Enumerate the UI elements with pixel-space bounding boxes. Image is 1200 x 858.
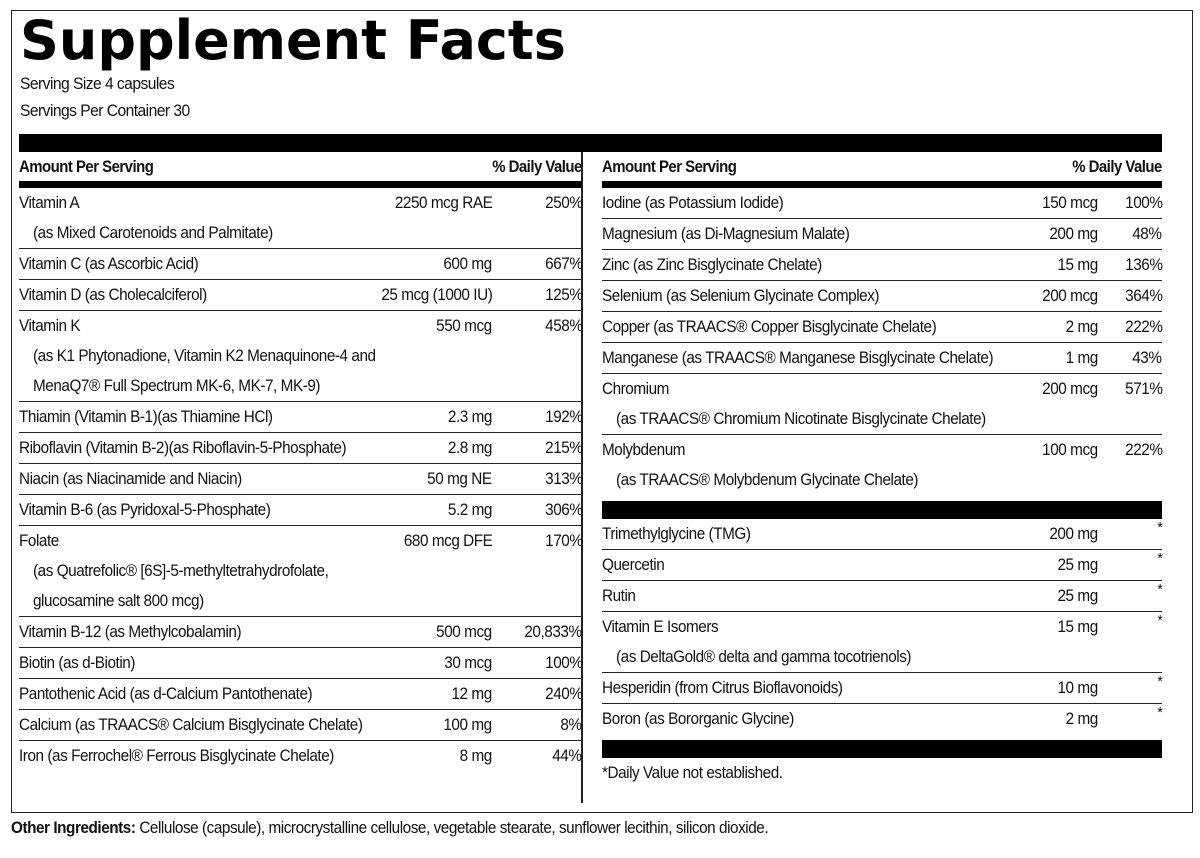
nutrient-source-line [19, 341, 582, 371]
nutrient-line [19, 280, 582, 310]
servings-per-container: Servings Per Container 30 [20, 101, 190, 120]
nutrient-line [602, 374, 1162, 404]
nutrient-line [19, 741, 582, 771]
nutrient-line [602, 343, 1162, 373]
nutrient-daily-value: 125% [544, 285, 582, 304]
nutrient-daily-value: 8% [560, 715, 582, 734]
nutrient-amount: 25 mcg (1000 IU) [380, 285, 492, 304]
nutrient-daily-value: 20,833% [524, 622, 582, 641]
nutrient-line [602, 550, 1162, 580]
nutrient-daily-value: 667% [544, 254, 582, 273]
nutrient-name: Quercetin [602, 555, 665, 574]
nutrient-amount: 15 mg [1057, 617, 1098, 636]
nutrient-daily-value: 222% [1124, 440, 1162, 459]
nutrient-daily-value: 222% [1124, 317, 1162, 336]
nutrient-source: (as TRAACS® Chromium Nicotinate Bisglycinate Chelate) [616, 409, 986, 428]
nutrient-row [602, 219, 1162, 250]
nutrient-amount: 500 mcg [436, 622, 492, 641]
nutrient-row [19, 464, 582, 495]
nutrient-daily-value: 44% [552, 746, 582, 765]
nutrient-daily-value: 170% [544, 531, 582, 550]
nutrient-row [19, 433, 582, 464]
nutrient-name: Zinc (as Zinc Bisglycinate Chelate) [602, 255, 822, 274]
nutrient-name: Biotin (as d-Biotin) [19, 653, 136, 672]
nutrient-name: Trimethylglycine (TMG) [602, 524, 751, 543]
nutrient-line [19, 311, 582, 341]
nutrient-daily-value: * [1157, 673, 1162, 690]
nutrient-line [602, 435, 1162, 465]
serving-size: Serving Size 4 capsules [20, 74, 175, 93]
nutrient-amount: 25 mg [1057, 586, 1098, 605]
right-nutrient-list [602, 188, 1162, 495]
nutrient-row [602, 673, 1162, 704]
left-nutrient-list [19, 188, 582, 771]
footnote [602, 758, 1162, 788]
nutrient-daily-value: 100% [544, 653, 582, 672]
nutrient-row [19, 679, 582, 710]
nutrient-amount: 50 mg NE [427, 469, 492, 488]
nutrient-line [19, 188, 582, 218]
nutrient-name: Chromium [602, 379, 669, 398]
left-column [19, 152, 582, 771]
nutrient-source: (as Quatrefolic® [6S]-5-methyltetrahydrofolate, [33, 561, 329, 580]
nutrient-amount: 680 mcg DFE [403, 531, 492, 550]
nutrient-row [602, 581, 1162, 612]
nutrient-amount: 2.3 mg [447, 407, 492, 426]
nutrient-row [19, 311, 582, 402]
nutrient-amount: 550 mcg [436, 316, 492, 335]
nutrient-line [19, 495, 582, 525]
nutrient-line [19, 648, 582, 678]
nutrient-name: Vitamin B-12 (as Methylcobalamin) [19, 622, 242, 641]
nutrient-source-line [602, 465, 1162, 495]
nutrient-amount: 200 mg [1049, 224, 1098, 243]
nutrient-row [602, 281, 1162, 312]
nutrient-amount: 150 mcg [1042, 193, 1098, 212]
nutrient-name: Folate [19, 531, 59, 550]
section-thick-bar [602, 501, 1162, 519]
nutrient-row [602, 550, 1162, 581]
nutrient-row [602, 250, 1162, 281]
nutrient-line [19, 402, 582, 432]
nutrient-source: glucosamine salt 800 mcg) [33, 591, 204, 610]
other-ingredients-text: Cellulose (capsule), microcrystalline cellulose, vegetable stearate, sunflower lecithin, silicon dioxide. [135, 818, 769, 837]
nutrient-name: Iron (as Ferrochel® Ferrous Bisglycinate Chelate) [19, 746, 334, 765]
nutrient-source: (as DeltaGold® delta and gamma tocotrienols) [616, 647, 912, 666]
nutrient-amount: 200 mcg [1042, 379, 1098, 398]
nutrient-line [19, 679, 582, 709]
nutrient-row [19, 648, 582, 679]
nutrient-line [19, 617, 582, 647]
nutrient-amount: 100 mcg [1042, 440, 1098, 459]
amount-per-serving-heading: Amount Per Serving [602, 156, 737, 176]
nutrient-daily-value: 48% [1132, 224, 1162, 243]
label-title: Supplement Facts [20, 9, 566, 72]
nutrient-name: Vitamin K [19, 316, 81, 335]
nutrient-daily-value: * [1157, 612, 1162, 629]
nutrient-amount: 12 mg [451, 684, 492, 703]
right-column [602, 152, 1162, 788]
nutrient-amount: 1 mg [1065, 348, 1098, 367]
nutrient-amount: 2.8 mg [447, 438, 492, 457]
header-thick-bar [19, 134, 1162, 152]
nutrient-daily-value: 313% [544, 469, 582, 488]
nutrient-name: Vitamin C (as Ascorbic Acid) [19, 254, 199, 273]
nutrient-name: Calcium (as TRAACS® Calcium Bisglycinate Chelate) [19, 715, 363, 734]
nutrient-amount: 10 mg [1057, 678, 1098, 697]
nutrient-line [602, 612, 1162, 642]
nutrient-row [19, 526, 582, 617]
nutrient-daily-value: 571% [1124, 379, 1162, 398]
nutrient-source: (as K1 Phytonadione, Vitamin K2 Menaquinone-4 and [33, 346, 376, 365]
nutrient-row [19, 280, 582, 311]
nutrient-name: Copper (as TRAACS® Copper Bisglycinate Chelate) [602, 317, 937, 336]
nutrient-daily-value: * [1157, 550, 1162, 567]
daily-value-heading: % Daily Value [492, 156, 582, 176]
nutrient-row [19, 710, 582, 741]
nutrient-daily-value: 192% [544, 407, 582, 426]
nutrient-source-line [19, 371, 582, 401]
nutrient-line [602, 281, 1162, 311]
nutrient-amount: 100 mg [443, 715, 492, 734]
nutrient-row [602, 188, 1162, 219]
other-ingredients [11, 818, 768, 838]
nutrient-source-line [19, 218, 582, 248]
nutrient-line [602, 188, 1162, 218]
amount-per-serving-heading: Amount Per Serving [19, 156, 154, 176]
nutrient-name: Vitamin D (as Cholecalciferol) [19, 285, 207, 304]
nutrient-line [19, 710, 582, 740]
nutrient-row [19, 249, 582, 280]
nutrient-name: Vitamin E Isomers [602, 617, 719, 636]
nutrient-daily-value: * [1157, 519, 1162, 536]
nutrient-source: (as TRAACS® Molybdenum Glycinate Chelate) [616, 470, 919, 489]
nutrient-row [19, 741, 582, 771]
nutrient-amount: 200 mcg [1042, 286, 1098, 305]
nutrient-daily-value: 43% [1132, 348, 1162, 367]
nutrient-daily-value: 100% [1124, 193, 1162, 212]
right-column-header [602, 152, 1162, 188]
nutrient-name: Iodine (as Potassium Iodide) [602, 193, 784, 212]
nutrient-row [19, 617, 582, 648]
nutrient-line [602, 673, 1162, 703]
nutrient-line [19, 249, 582, 279]
nutrient-amount: 5.2 mg [447, 500, 492, 519]
nutrient-row [19, 188, 582, 249]
nutrient-amount: 2 mg [1065, 709, 1098, 728]
nutrient-name: Molybdenum [602, 440, 686, 459]
nutrient-amount: 8 mg [459, 746, 492, 765]
nutrient-source-line [19, 556, 582, 586]
nutrient-source-line [602, 642, 1162, 672]
nutrient-name: Selenium (as Selenium Glycinate Complex) [602, 286, 880, 305]
nutrient-source: (as Mixed Carotenoids and Palmitate) [33, 223, 273, 242]
nutrient-amount: 2 mg [1065, 317, 1098, 336]
nutrient-daily-value: * [1157, 581, 1162, 598]
nutrient-line [602, 519, 1162, 549]
nutrient-daily-value: 136% [1124, 255, 1162, 274]
nutrient-name: Hesperidin (from Citrus Bioflavonoids) [602, 678, 843, 697]
nutrient-daily-value: 306% [544, 500, 582, 519]
nutrient-daily-value: 240% [544, 684, 582, 703]
nutrient-name: Magnesium (as Di-Magnesium Malate) [602, 224, 850, 243]
nutrient-row [602, 519, 1162, 550]
nutrient-amount: 2250 mcg RAE [394, 193, 492, 212]
nutrient-daily-value: 250% [544, 193, 582, 212]
nutrient-line [602, 704, 1162, 734]
nutrient-amount: 200 mg [1049, 524, 1098, 543]
nutrient-source-line [19, 586, 582, 616]
nutrient-name: Vitamin B-6 (as Pyridoxal-5-Phosphate) [19, 500, 271, 519]
nutrient-line [602, 250, 1162, 280]
nutrient-amount: 30 mcg [444, 653, 492, 672]
other-ingredients-label: Other Ingredients: [11, 818, 136, 837]
nutrient-amount: 25 mg [1057, 555, 1098, 574]
nutrient-amount: 15 mg [1057, 255, 1098, 274]
nutrient-daily-value: 364% [1124, 286, 1162, 305]
nutrient-name: Vitamin A [19, 193, 80, 212]
left-column-header [19, 152, 582, 188]
daily-value-heading: % Daily Value [1072, 156, 1162, 176]
nutrient-row [602, 343, 1162, 374]
footnote-text: *Daily Value not established. [602, 763, 783, 782]
nutrient-row [19, 402, 582, 433]
nutrient-line [19, 464, 582, 494]
nutrient-name: Rutin [602, 586, 636, 605]
nutrient-name: Riboflavin (Vitamin B-2)(as Riboflavin-5-Phosphate) [19, 438, 347, 457]
other-ingredient-list [602, 519, 1162, 734]
nutrient-daily-value: 458% [544, 316, 582, 335]
nutrient-amount: 600 mg [443, 254, 492, 273]
nutrient-row [19, 495, 582, 526]
nutrient-name: Niacin (as Niacinamide and Niacin) [19, 469, 242, 488]
nutrient-row [602, 312, 1162, 343]
nutrient-row [602, 435, 1162, 495]
nutrient-row [602, 704, 1162, 734]
nutrient-line [602, 312, 1162, 342]
nutrient-row [602, 612, 1162, 673]
nutrient-line [19, 433, 582, 463]
nutrient-line [602, 581, 1162, 611]
nutrient-line [19, 526, 582, 556]
nutrient-source: MenaQ7® Full Spectrum MK-6, MK-7, MK-9) [33, 376, 321, 395]
nutrient-name: Thiamin (Vitamin B-1)(as Thiamine HCl) [19, 407, 273, 426]
nutrient-source-line [602, 404, 1162, 434]
nutrient-name: Manganese (as TRAACS® Manganese Bisglycinate Chelate) [602, 348, 994, 367]
footer-thick-bar [602, 740, 1162, 758]
nutrient-line [602, 219, 1162, 249]
nutrient-row [602, 374, 1162, 435]
nutrient-daily-value: 215% [544, 438, 582, 457]
nutrient-daily-value: * [1157, 704, 1162, 721]
nutrient-name: Boron (as Bororganic Glycine) [602, 709, 794, 728]
nutrient-name: Pantothenic Acid (as d-Calcium Pantothenate) [19, 684, 313, 703]
